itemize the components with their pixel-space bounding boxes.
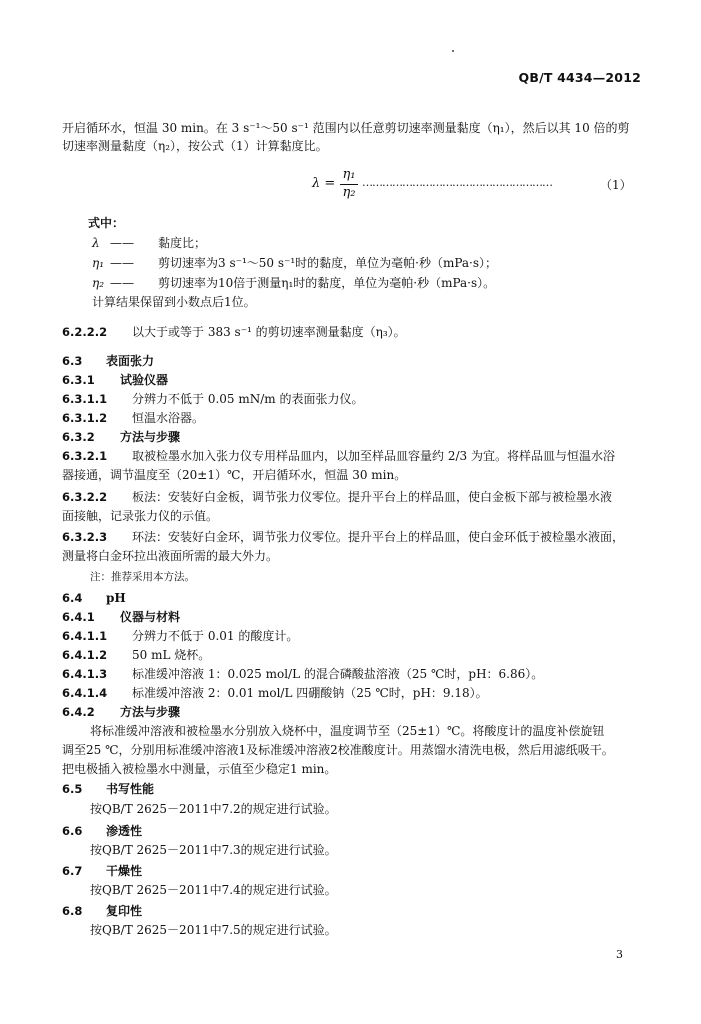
clause-6-3-2-2 [62, 488, 612, 506]
heading-number: 6.8 [62, 904, 83, 918]
heading-text: 干燥性 [106, 864, 143, 878]
clause-6-3-2-2-cont: 面接触，记录张力仪的示值。 [62, 509, 219, 523]
clause-text: 分辨力不低于 0.01 的酸度计。 [132, 629, 299, 643]
where-label: 式中： [88, 216, 125, 230]
where-dash: —— [110, 256, 134, 270]
heading-6-3-1 [62, 371, 168, 389]
where-text: 剪切速率为10倍于测量η₁时的黏度，单位为毫帕·秒（mPa·s）。 [158, 276, 496, 290]
clause-text: 恒温水浴器。 [132, 411, 205, 425]
clause-6-4-1-2 [62, 646, 210, 664]
intro-line-2: 切速率测量黏度（η₂），按公式（1）计算黏度比。 [62, 139, 328, 153]
clause-number: 6.3.2.3 [62, 530, 108, 544]
ph-method-line-3: 把电极插入被检墨水中测量，示值至少稳定1 min。 [62, 762, 337, 776]
clause-number: 6.3.1.1 [62, 392, 108, 406]
heading-6-5 [62, 780, 154, 798]
clause-6-3-1-1 [62, 390, 363, 408]
heading-6-4-2 [62, 703, 180, 721]
clause-text: 以大于或等于 383 s⁻¹ 的剪切速率测量黏度（η₃）。 [132, 325, 406, 339]
clause-6-7-body: 按QB/T 2625－2011中7.4的规定进行试验。 [90, 883, 337, 897]
formula-numerator: η₁ [340, 167, 358, 185]
ph-method-line-1: 将标准缓冲溶液和被检墨水分别放入烧杯中，温度调节至（25±1）℃。将酸度计的温度补偿旋钮 [90, 724, 605, 738]
clause-text: 板法：安装好白金板，调节张力仪零位。提升平台上的样品皿，使白金板下部与被检墨水液 [132, 490, 613, 504]
where-dash: —— [110, 236, 134, 250]
clause-6-8-body: 按QB/T 2625－2011中7.5的规定进行试验。 [90, 923, 337, 937]
heading-text: 方法与步骤 [120, 430, 181, 444]
clause-number: 6.4.1.4 [62, 686, 108, 700]
heading-text: 书写性能 [106, 782, 155, 796]
clause-text: 50 mL 烧杯。 [132, 648, 211, 662]
heading-6-8 [62, 902, 142, 920]
heading-6-7 [62, 862, 142, 880]
where-symbol: λ [92, 236, 100, 250]
heading-number: 6.4 [62, 591, 83, 605]
where-item [92, 234, 206, 252]
heading-text: 渗透性 [106, 824, 143, 838]
note: 注：推荐采用本方法。 [90, 571, 195, 583]
result-precision: 计算结果保留到小数点后1位。 [92, 295, 256, 309]
clause-number: 6.3.2.1 [62, 449, 108, 463]
heading-6-4-1 [62, 608, 180, 626]
clause-number: 6.2.2.2 [62, 325, 108, 339]
heading-number: 6.3.1 [62, 373, 95, 387]
heading-6-3 [62, 352, 154, 370]
heading-number: 6.5 [62, 782, 83, 796]
standard-header: QB/T 4434—2012 [518, 70, 641, 85]
clause-text: 取被检墨水加入张力仪专用样品皿内，以加至样品皿容量约 2/3 为宜。将样品皿与恒温水浴 [132, 449, 615, 463]
formula-number: （1） [600, 178, 632, 192]
heading-6-3-2 [62, 428, 180, 446]
clause-number: 6.3.1.2 [62, 411, 108, 425]
clause-number: 6.3.2.2 [62, 490, 108, 504]
clause-6-4-1-4 [62, 684, 488, 702]
heading-number: 6.4.1 [62, 610, 95, 624]
clause-text: 标准缓冲溶液 1：0.025 mol/L 的混合磷酸盐溶液（25 ℃时，pH：6.86）。 [132, 667, 544, 681]
where-text: 黏度比； [158, 236, 207, 250]
formula-fraction [340, 167, 358, 200]
heading-number: 6.3.2 [62, 430, 95, 444]
where-item [92, 274, 495, 292]
clause-6-3-2-1 [62, 447, 615, 465]
where-dash: —— [110, 276, 134, 290]
heading-number: 6.7 [62, 864, 83, 878]
clause-text: 分辨力不低于 0.05 mN/m 的表面张力仪。 [132, 392, 364, 406]
intro-line-1: 开启循环水，恒温 30 min。在 3 s⁻¹～50 s⁻¹ 范围内以任意剪切速率测量黏度（η₁），然后以其 10 倍的剪 [62, 121, 630, 135]
heading-text: 复印性 [106, 904, 143, 918]
clause-number: 6.4.1.1 [62, 629, 108, 643]
clause-6-4-1-1 [62, 627, 298, 645]
clause-6-3-1-2 [62, 409, 204, 427]
clause-text: 环法：安装好白金环，调节张力仪零位。提升平台上的样品皿，使白金环低于被检墨水液面， [132, 530, 625, 544]
heading-text: 试验仪器 [120, 373, 169, 387]
clause-6-3-2-3-cont: 测量将白金环拉出液面所需的最大外力。 [62, 549, 279, 563]
heading-number: 6.4.2 [62, 705, 95, 719]
heading-text: 方法与步骤 [120, 705, 181, 719]
clause-6-3-2-3 [62, 528, 624, 546]
clause-6-4-1-3 [62, 665, 543, 683]
where-text: 剪切速率为3 s⁻¹～50 s⁻¹时的黏度，单位为毫帕·秒（mPa·s）； [158, 256, 497, 270]
formula-leader-dots: ………………………………………………… [362, 176, 552, 189]
page-number: 3 [616, 948, 623, 961]
clause-number: 6.4.1.3 [62, 667, 108, 681]
clause-text: 标准缓冲溶液 2：0.01 mol/L 四硼酸钠（25 ℃时，pH：9.18）。 [132, 686, 488, 700]
clause-6-3-2-1-cont: 器接通，调节温度至（20±1）℃，开启循环水，恒温 30 min。 [62, 468, 407, 482]
clause-number: 6.4.1.2 [62, 648, 108, 662]
clause-6-5-body: 按QB/T 2625－2011中7.2的规定进行试验。 [90, 802, 337, 816]
scan-speck [452, 50, 454, 52]
heading-number: 6.6 [62, 824, 83, 838]
heading-6-6 [62, 822, 142, 840]
heading-text: 仪器与材料 [120, 610, 181, 624]
ph-method-line-2: 调至25 ℃，分别用标准缓冲溶液1及标准缓冲溶液2校准酸度计。用蒸馏水清洗电极，然后用滤纸吸干。 [62, 743, 614, 757]
heading-text: pH [106, 591, 126, 605]
formula-denominator: η₂ [342, 185, 356, 200]
where-symbol: η₁ [92, 256, 104, 270]
clause-6-6-body: 按QB/T 2625－2011中7.3的规定进行试验。 [90, 843, 337, 857]
heading-number: 6.3 [62, 354, 83, 368]
formula-lhs: λ = [312, 176, 336, 191]
heading-6-4 [62, 589, 126, 607]
clause-6-2-2-2 [62, 323, 406, 341]
where-item [92, 254, 497, 272]
where-symbol: η₂ [92, 276, 104, 290]
heading-text: 表面张力 [106, 354, 155, 368]
